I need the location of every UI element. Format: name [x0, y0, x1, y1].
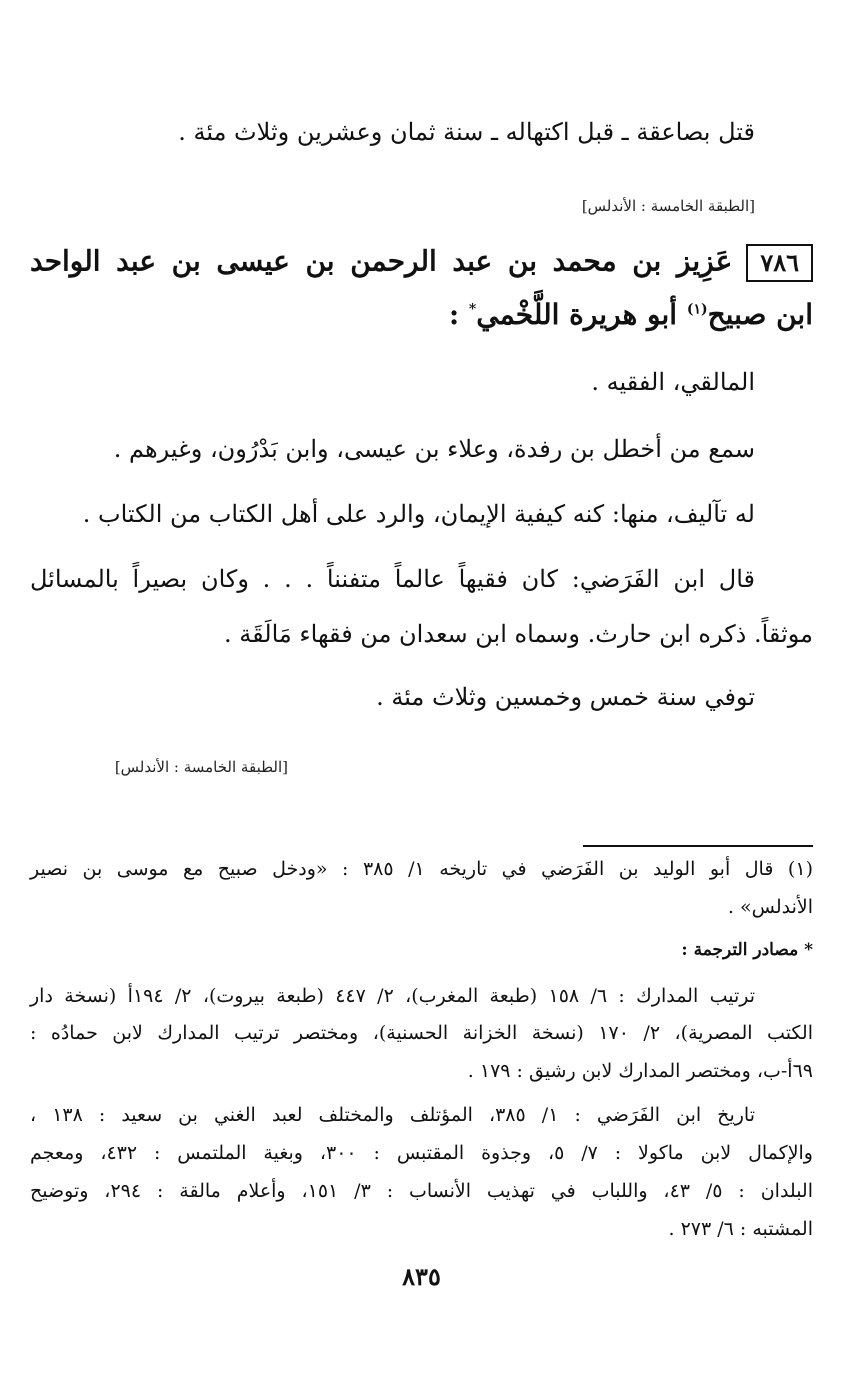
sources-marker: *: [468, 301, 477, 318]
entry-kunya: أبو هريرة اللَّخْمي: [476, 298, 687, 331]
footnote-1-line-2: الأندلس» .: [727, 896, 813, 918]
source-1-line-3: ٦٩أ-ب، ومختصر المدارك لابن رشيق : ١٧٩ .: [467, 1060, 813, 1082]
paragraph-teachers: سمع من أخطل بن رفدة، وعلاء بن عيسى، وابن بَدْرُون، وغيرهم .: [113, 435, 755, 463]
source-1-line-1: ترتيب المدارك : ٦/ ١٥٨ (طبعة المغرب)، ٢/ ٤٤٧ (طبعة بيروت)، ٢/ ١٩٤أ (نسخة دار: [30, 985, 756, 1007]
entry-number-box: ٧٨٦: [746, 244, 813, 282]
source-2-line-2: والإكمال لابن ماكولا : ٧/ ٥، وجذوة المقتبس : ٣٠٠، وبغية الملتمس : ٤٣٢، ومعجم: [30, 1142, 813, 1164]
footnote-separator: [583, 845, 813, 847]
source-1-line-2: الكتب المصرية)، ٢/ ١٧٠ (نسخة الخزانة الحسنية)، ومختصر ترتيب المدارك لابن حمادُه :: [30, 1022, 813, 1044]
entry-name: عَزِيز بن محمد بن عبد الرحمن بن عيسى بن عبد الواحد: [30, 244, 733, 278]
paragraph-nisba: المالقي، الفقيه .: [591, 368, 755, 396]
page-number: ٨٣٥: [402, 1262, 441, 1291]
source-2-line-3: البلدان : ٥/ ٤٣، واللباب في تهذيب الأنساب : ٣/ ١٥١، وأعلام مالقة : ٢٩٤، وتوضيح: [30, 1180, 814, 1202]
entry-heading-line-1: [30, 244, 813, 282]
paragraph-death: توفي سنة خمس وخمسين وثلاث مئة .: [376, 683, 755, 711]
previous-entry-tail: قتل بصاعقة ـ قبل اكتهاله ـ سنة ثمان وعشرين وثلاث مئة .: [178, 118, 755, 146]
entry-heading-line-2: [449, 298, 813, 331]
paragraph-quote-line-2: موثقاً. ذكره ابن حارث. وسماه ابن سعدان من فقهاء مَالَقَة .: [224, 620, 813, 648]
paragraph-quote-line-1: قال ابن الفَرَضي: كان فقيهاً عالماً متفنناً . . . وكان بصيراً بالمسائل: [30, 565, 755, 593]
section-tag: [الطبقة الخامسة : الأندلس]: [581, 197, 755, 215]
entry-name-continued: ابن صبيح: [707, 298, 813, 331]
source-2-line-4: المشتبه : ٦/ ٢٧٣ .: [668, 1218, 813, 1240]
footnote-marker: (١): [686, 301, 708, 318]
source-2-line-1: تاريخ ابن الفَرَضي : ١/ ٣٨٥، المؤتلف والمختلف لعبد الغني بن سعيد : ١٣٨ ،: [30, 1104, 755, 1126]
footnote-1-line-1: (١) قال أبو الوليد بن الفَرَضي في تاريخه ١/ ٣٨٥ : «ودخل صبيح مع موسى بن نصير: [30, 858, 813, 880]
sources-heading: * مصادر الترجمة :: [681, 940, 813, 960]
heading-colon: :: [448, 298, 460, 331]
paragraph-works: له تآليف، منها: كنه كيفية الإيمان، والرد على أهل الكتاب من الكتاب .: [82, 500, 755, 528]
section-tag: [الطبقة الخامسة : الأندلس]: [114, 758, 288, 776]
